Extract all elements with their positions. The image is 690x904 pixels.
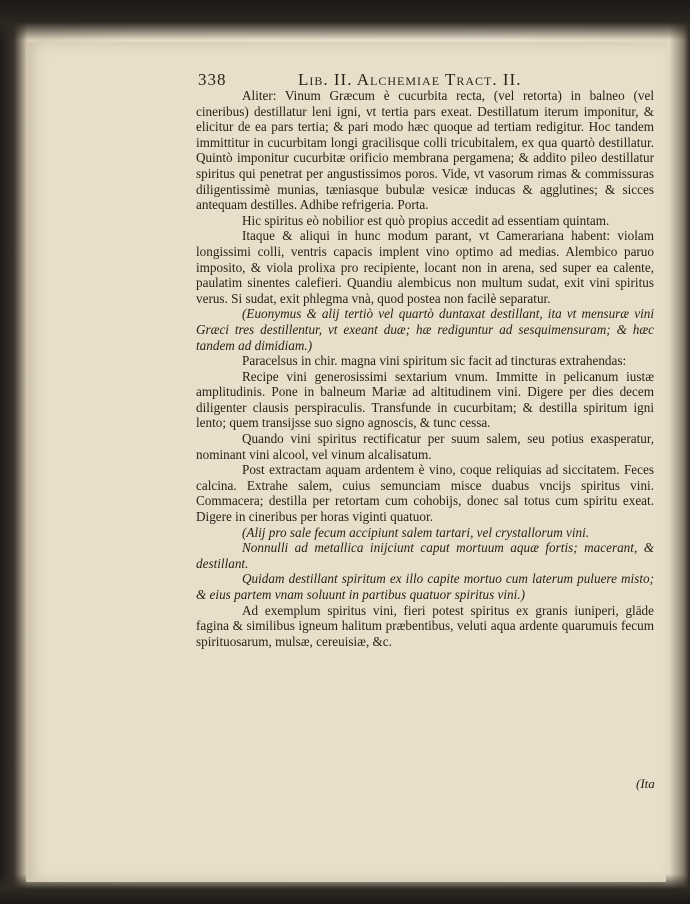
body-text — [196, 88, 654, 649]
running-title: Lib. II. Alchemiae Tract. II. — [298, 70, 522, 89]
paragraph: Paracelsus in chir. magna vini spiritum sic facit ad tincturas extrahendas: — [242, 353, 627, 369]
page-number: 338 — [198, 70, 227, 89]
paragraph-italic: Nonnulli ad metallica inijciunt caput mortuum aquæ fortis; macerant, & destillant. — [196, 540, 654, 571]
paragraph: Post extractam aquam ardentem è vino, coque reliquias ad siccitatem. Feces calcina. Extrahe salem, cuius semunciam misce duabus vncijs spiritus vini. Commacera; destilla per retortam cum cohobijs, donec sal totus cum spiritu exeat. Digere in cineribus per horas viginti quatuor. — [196, 462, 654, 525]
paragraph-italic: (Euonymus & alij tertiò vel quartò duntaxat destillant, ita vt mensuræ vini Græci tres destillentur, vt exeant duæ; hæ rediguntur ad sesquimensuram; & hæc tandem ad dimidiam.) — [196, 306, 654, 353]
paragraph: Aliter: Vinum Græcum è cucurbita recta, (vel retorta) in balneo (vel cineribus) destillatur leni igni, vt tertia pars exeat. Destillatum iterum imponitur, & elicitur de ea pars tertia; & pari modo hæc quoque ad tertiam redigitur. Hoc tandem immittitur in cucurbitam longi gracilisque colli tricubitalem, ex qua quartò destillatur. Quintò imponitur cucurbitæ orificio membrana pergamena; & addito pileo destillatur spiritus qui penetrat per angustissimos poros. Vide, vt vasorum rimas & commissuras diligentissimè munias, tæniasque bubulæ vesicæ inducas & agglutines; & sicces antequam destilles. Adhibe refrigeria. Porta. — [196, 88, 654, 213]
paragraph: Quando vini spiritus rectificatur per suum salem, seu potius exasperatur, nominant vini alcool, vel vinum alcalisatum. — [196, 431, 654, 462]
paragraph-italic: Quidam destillant spiritum ex illo capite mortuo cum laterum puluere misto; & eius partem vnam soluunt in partibus quatuor spiritus vini.) — [196, 571, 654, 602]
paragraph: Itaque & aliqui in hunc modum parant, vt Camerariana habent: violam longissimi colli, ventris capacis implent vino optimo ad medias. Alembico paruo imposito, & viola prolixa pro recipiente, locant non in arena, sed super ea calente, paulatim sinentes calefieri. Quandiu alembicus non multum sudat, exit vini spiritus verus. Si sudat, exit phlegma vnà, quod postea non facilè separatur. — [196, 228, 654, 306]
paragraph: Hic spiritus eò nobilior est quò propius accedit ad essentiam quintam. — [242, 212, 610, 228]
paragraph-italic: (Alij pro sale fecum accipiunt salem tartari, vel crystallorum vini. — [242, 524, 590, 540]
catchword: (Ita — [636, 776, 655, 791]
paragraph: Recipe vini generosissimi sextarium vnum. Immitte in pelicanum iustæ amplitudinis. Pone in balneum Mariæ ad altitudinem vini. Digere per dies decem diligenter clausis perspiraculis. Transfunde in cucurbitam; & destilla spiritum igni lento; quem transijsse suo signo agnoscis, & tunc cessa. — [196, 368, 654, 431]
top-scan-edge — [0, 0, 690, 40]
paragraph: Ad exemplum spiritus vini, fieri potest spiritus ex granis iuniperi, glāde fagina & similibus igneum halitum præbentibus, veluti aqua ardente quarumuis fecum spirituosarum, mulsæ, cereuisiæ, &c. — [196, 602, 654, 649]
